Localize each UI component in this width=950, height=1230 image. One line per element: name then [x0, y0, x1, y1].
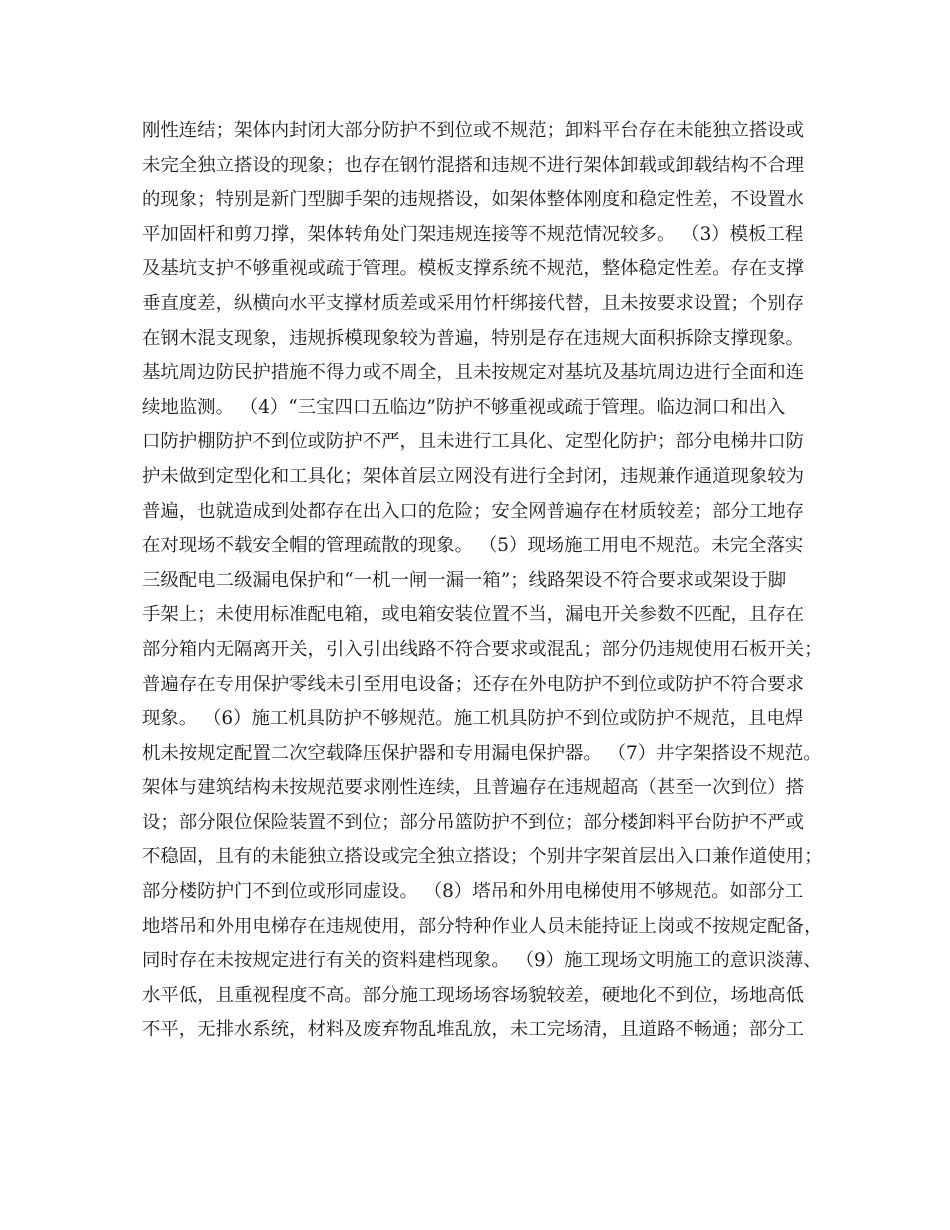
- text-line: 架体与建筑结构未按规范要求刚性连续，且普遍存在违规超高（甚至一次到位）搭: [142, 777, 805, 799]
- text-line: 普遍存在专用保护零线未引至用电设备；还存在外电防护不到位或防护不符合要求: [142, 673, 805, 695]
- text-line: 护未做到定型化和工具化；架体首层立网没有进行全封闭，违规兼作通道现象较为: [142, 465, 805, 487]
- text-line: 部分楼防护门不到位或形同虚设。 （8）塔吊和外用电梯使用不够规范。如部分工: [142, 881, 804, 903]
- text-line: 不平，无排水系统，材料及废弃物乱堆乱放，未工完场清，且道路不畅通；部分工: [142, 1019, 805, 1041]
- text-line: 地塔吊和外用电梯存在违规使用，部分特种作业人员未能持证上岗或不按规定配备，: [142, 915, 823, 937]
- text-line: 机未按规定配置二次空载降压保护器和专用漏电保护器。 （7）井字架搭设不规范。: [142, 742, 822, 764]
- text-line: 设；部分限位保险装置不到位；部分吊篮防护不到位；部分楼卸料平台防护不严或: [142, 811, 805, 833]
- text-line: 未完全独立搭设的现象；也存在钢竹混搭和违规不进行架体卸载或卸载结构不合理: [142, 154, 805, 176]
- text-line: 同时存在未按规定进行有关的资料建档现象。 （9）施工现场文明施工的意识淡薄、: [142, 950, 822, 972]
- text-line: 部分箱内无隔离开关，引入引出线路不符合要求或混乱；部分仍违规使用石板开关；: [142, 638, 823, 660]
- text-line: 在对现场不载安全帽的管理疏散的现象。 （5）现场施工用电不规范。未完全落实: [142, 535, 804, 557]
- text-line: 现象。 （6）施工机具防护不够规范。施工机具防护不到位或防护不规范，且电焊: [142, 708, 804, 730]
- text-line: 刚性连结；架体内封闭大部分防护不到位或不规范；卸料平台存在未能独立搭设或: [142, 120, 805, 141]
- body-text: [142, 114, 842, 1048]
- text-line: 基坑周边防民护措施不得力或不周全，且未按规定对基坑及基坑周边进行全面和连: [142, 362, 805, 384]
- text-line: 不稳固，且有的未能独立搭设或完全独立搭设；个别井字架首层出入口兼作道使用；: [142, 846, 823, 868]
- text-line: 水平低，且重视程度不高。部分施工现场场容场貌较差，硬地化不到位，场地高低: [142, 984, 805, 1006]
- text-line: 三级配电二级漏电保护和“一机一闸一漏一箱”；线路架设不符合要求或架设于脚: [142, 569, 787, 591]
- text-line: 及基坑支护不够重视或疏于管理。模板支撑系统不规范，整体稳定性差。存在支撑: [142, 258, 805, 280]
- text-line: 手架上；未使用标准配电箱，或电箱安装位置不当，漏电开关参数不匹配，且存在: [142, 604, 805, 626]
- text-line: 在钢木混支现象，违规拆模现象较为普遍，特别是存在违规大面积拆除支撑现象。: [142, 327, 805, 349]
- text-line: 口防护棚防护不到位或防护不严，且未进行工具化、定型化防护；部分电梯井口防: [142, 431, 805, 453]
- text-line: 普遍，也就造成到处都存在出入口的危险；安全网普遍存在材质较差；部分工地存: [142, 500, 805, 522]
- text-line: 平加固杆和剪刀撑，架体转角处门架违规连接等不规范情况较多。 （3）模板工程: [142, 223, 804, 245]
- text-line: 垂直度差，纵横向水平支撑材质差或采用竹杆绑接代替，且未按要求设置；个别存: [142, 292, 805, 314]
- text-line: 续地监测。 （4）“三宝四口五临边”防护不够重视或疏于管理。临边洞口和出入: [142, 396, 786, 418]
- text-line: 的现象；特别是新门型脚手架的违规搭设，如架体整体刚度和稳定性差，不设置水: [142, 189, 805, 211]
